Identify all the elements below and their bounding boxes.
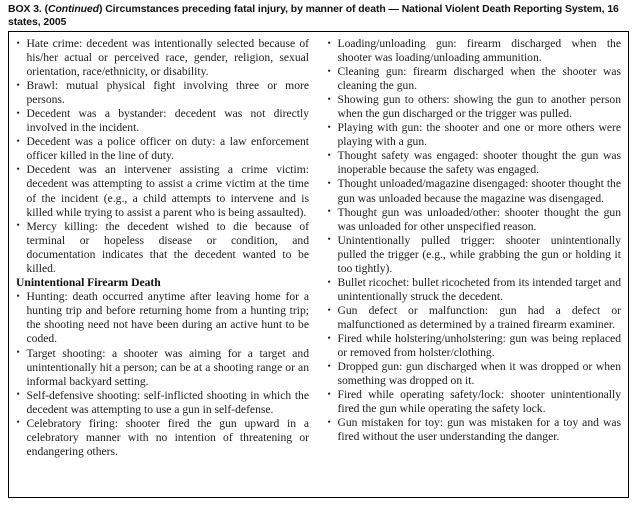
- list-item-text: • Gun defect or malfunction: gun had a defect or malfunctioned as determined by a trained firearm examiner.: [337, 303, 621, 331]
- list-item-text: • Self-defensive shooting: self-inflicted shooting in which the decedent was attempting to use a gun in self-defense.: [26, 388, 309, 416]
- list-item: [16, 163, 309, 219]
- list-item-text: • Celebratory firing: shooter fired the gun upward in a celebratory manner with no intention of threatening or endangering others.: [26, 416, 309, 458]
- list-item: [327, 388, 621, 416]
- list-item: [327, 416, 621, 444]
- list-item: [327, 177, 621, 205]
- list-item: [16, 347, 309, 389]
- list-item: [16, 389, 309, 417]
- list-item: [327, 65, 621, 93]
- list-item: [327, 234, 621, 276]
- left-column: [16, 37, 315, 459]
- list-item: [327, 121, 621, 149]
- list-item: [16, 417, 309, 459]
- list-item: [327, 332, 621, 360]
- right-column-list: [327, 37, 621, 444]
- list-item-text: • Thought safety was engaged: shooter thought the gun was inoperable because the safety was engaged.: [337, 149, 621, 177]
- list-item: [16, 220, 309, 276]
- list-item-text: • Target shooting: a shooter was aiming for a target and unintentionally hit a person; can be at a shooting range or an informal backyard setting.: [26, 346, 309, 388]
- section-heading-unintentional-firearm-death: Unintentional Firearm Death: [16, 276, 161, 290]
- caption-prefix: BOX 3. (: [8, 4, 49, 15]
- list-item: [16, 135, 309, 163]
- list-item: [16, 37, 309, 79]
- list-item-text: • Dropped gun: gun discharged when it was dropped or when something was dropped on it.: [337, 360, 621, 388]
- list-item-text: • Decedent was an intervener assisting a crime victim: decedent was attempting to assist a crime victim at the time of the incident (e.g., a child attempts to intervene and is killed while trying to assist a parent who is being assaulted).: [26, 163, 309, 219]
- list-item-text: • Fired while operating safety/lock: shooter unintentionally fired the gun while operating the safety lock.: [337, 388, 621, 416]
- list-item-text: • Decedent was a police officer on duty: a law enforcement officer killed in the line of duty.: [26, 135, 309, 163]
- list-item-text: • Brawl: mutual physical fight involving three or more persons.: [26, 79, 309, 107]
- list-item-text: • Cleaning gun: firearm discharged when the shooter was cleaning the gun.: [337, 65, 621, 93]
- list-item-text: • Loading/unloading gun: firearm discharged when the shooter was loading/unloading ammunition.: [337, 37, 621, 65]
- list-item: [16, 79, 309, 107]
- caption-continued-italic: Continued: [48, 4, 99, 15]
- list-item: [327, 93, 621, 121]
- caption-suffix: ) Circumstances preceding fatal injury, by manner of death — National Violent Death Reporting System, 16 states, 2005: [8, 4, 619, 29]
- list-item-text: • Showing gun to others: showing the gun to another person when the gun discharged or the trigger was pulled.: [337, 93, 621, 121]
- list-item: [327, 304, 621, 332]
- list-item-text: • Bullet ricochet: bullet ricocheted from its intended target and unintentionally struck the decedent.: [337, 275, 621, 303]
- right-column: [327, 37, 621, 444]
- list-item-text: • Decedent was a bystander: decedent was not directly involved in the incident.: [26, 107, 309, 135]
- list-item-text: • Unintentionally pulled trigger: shooter unintentionally pulled the trigger (e.g., while grabbing the gun or holding it too tightly).: [337, 233, 621, 275]
- box-content: [9, 32, 628, 497]
- list-item-text: • Hunting: death occurred anytime after leaving home for a hunting trip and before returning home from a hunting trip; the shooting need not have been during an active hunt to be coded.: [26, 290, 309, 346]
- left-column-bottom-list: [16, 290, 309, 459]
- list-item-text: • Thought unloaded/magazine disengaged: shooter thought the gun was unloaded because the magazine was disengaged.: [337, 177, 621, 205]
- list-item-text: • Gun mistaken for toy: gun was mistaken for a toy and was fired without the user understanding the danger.: [337, 416, 621, 444]
- list-item-text: • Thought gun was unloaded/other: shooter thought the gun was unloaded for other unspecified reason.: [337, 205, 621, 233]
- list-item: [16, 107, 309, 135]
- list-item-text: • Hate crime: decedent was intentionally selected because of his/her actual or perceived race, gender, religion, sexual orientation, race/ethnicity, or disability.: [26, 37, 309, 79]
- list-item: [327, 37, 621, 65]
- left-column-top-list: [16, 37, 309, 276]
- box-container: [8, 31, 629, 498]
- list-item: [327, 206, 621, 234]
- list-item: [16, 290, 309, 346]
- list-item: [327, 149, 621, 177]
- list-item: [327, 360, 621, 388]
- box-caption: [8, 3, 632, 29]
- list-item-text: • Mercy killing: the decedent wished to die because of terminal or hopeless disease or condition, and documentation indicates that the decedent wanted to be killed.: [26, 219, 309, 275]
- list-item-text: • Fired while holstering/unholstering: gun was being replaced or removed from holster/clothing.: [337, 331, 621, 360]
- list-item: [327, 276, 621, 304]
- list-item-text: • Playing with gun: the shooter and one or more others were playing with a gun.: [337, 121, 621, 149]
